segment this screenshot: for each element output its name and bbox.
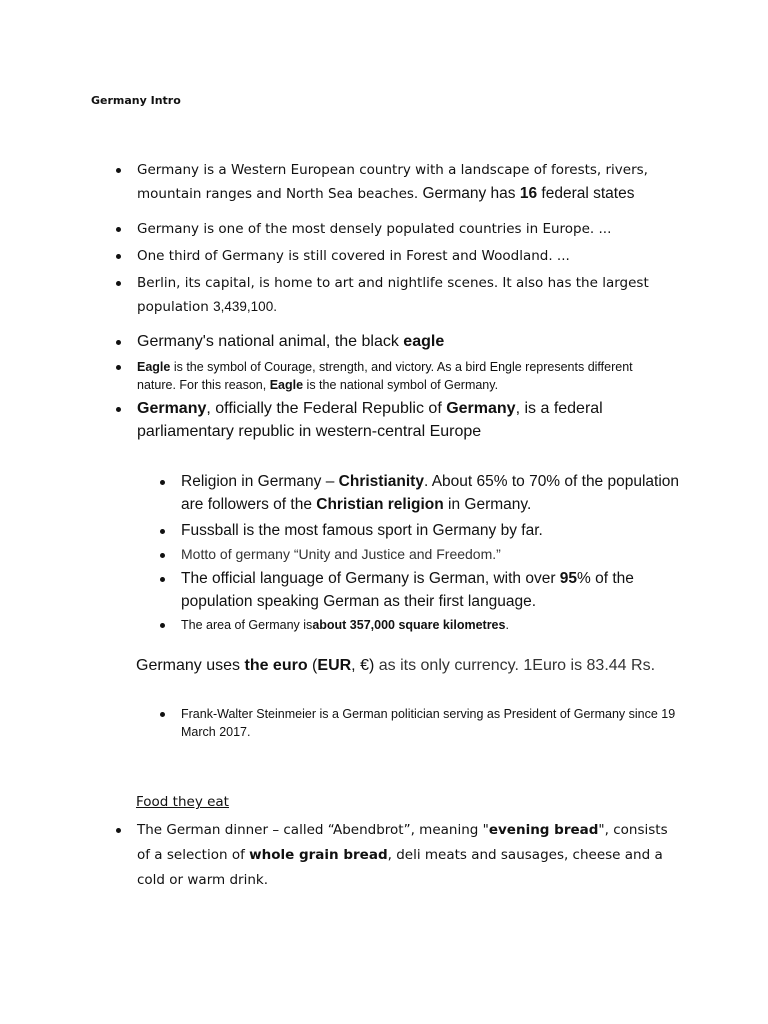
area-text-2: . [505,618,509,632]
food-bold-2: whole grain bread [249,847,388,863]
language-text-1: The official language of Germany is German, with over [181,570,560,587]
facts-list [158,470,688,635]
republic-bold-1: Germany [137,400,207,417]
language-text-2: % of the population speaking German as their first language. [181,570,634,610]
federal-states-count: 16 [519,185,538,202]
federal-states-prefix: Germany has [422,185,520,202]
food-bold-1: evening bread [488,822,599,838]
eagle-text-1: is the symbol of Courage, strength, and victory. As a bird Engle represents different nature. For this reason, [137,360,633,392]
currency-bold-1: the euro [244,657,308,674]
document-title: Germany Intro [91,94,181,107]
berlin-population: 3,439,100. [213,299,277,314]
motto-text: Motto of germany “Unity and Justice and Freedom.” [181,546,501,562]
list-item-president [158,705,688,741]
currency-text-1: Germany uses [136,657,245,674]
eagle-bold-1: Eagle [137,360,171,374]
religion-text-1: Religion in Germany – [181,473,339,490]
list-item-forest [114,245,674,268]
religion-text-2: . About 65% to 70% of the population are followers of the [181,473,680,513]
federal-states-suffix: federal states [537,185,635,202]
list-item-religion [158,470,688,516]
republic-text-1: , officially the Federal Republic of [206,400,447,417]
religion-bold-1: Christianity [338,473,424,490]
population-density-text: Germany is one of the most densely populated countries in Europe. ... [137,221,612,237]
eagle-text-2: is the national symbol of Germany. [303,378,499,392]
list-item-national-animal [114,330,674,354]
list-item-eagle-symbol [114,358,674,394]
intro-bullet-list [114,159,674,319]
list-item-sport [158,519,688,542]
currency-text-4: as its only currency. 1Euro is 83.44 Rs. [374,657,656,674]
eagle-bold-2: Eagle [269,378,304,392]
list-item-motto [158,543,688,566]
eagle-symbol-list [114,358,674,394]
forest-text: One third of Germany is still covered in Forest and Woodland. ... [137,248,570,264]
republic-text-2: , is a federal parliamentary republic in western-central Europe [137,400,603,440]
list-item-dinner [114,818,674,893]
food-list [114,818,674,893]
federal-states-text [423,185,635,202]
list-item-berlin [114,272,674,319]
national-animal-list [114,330,674,354]
list-item-federal-republic [114,397,674,443]
religion-bold-2: Christian religion [316,496,444,513]
national-animal-text: Germany's national animal, the black [137,333,404,350]
language-bold: 95 [559,570,578,587]
religion-text-3: in Germany. [443,496,532,513]
president-list [158,705,688,741]
currency-paragraph [136,654,676,677]
currency-bold-2: EUR [317,657,352,674]
sport-text: Fussball is the most famous sport in Germany by far. [181,522,543,539]
landscape-text: Germany is a Western European country with a landscape of forests, rivers, mountain ranges and North Sea beaches. [137,162,648,202]
area-bold: about 357,000 square kilometres [312,618,506,632]
berlin-text: Berlin, its capital, is home to art and nightlife scenes. It also has the largest population [137,275,649,315]
currency-text-2: ( [307,657,318,674]
list-item-area [158,615,688,635]
food-text-2: ", consists of a selection of [137,822,668,863]
area-text-1: The area of Germany is [181,618,313,632]
list-item-population-density [114,218,674,241]
federal-republic-list [114,397,674,443]
currency-text-3: , €) [351,657,375,674]
food-text-1: The German dinner – called “Abendbrot”, meaning " [137,822,489,838]
list-item-language [158,567,688,613]
president-text: Frank-Walter Steinmeier is a German politician serving as President of Germany since 19 March 2017. [181,707,676,739]
food-heading: Food they eat [136,794,229,810]
food-text-3: , deli meats and sausages, cheese and a cold or warm drink. [137,847,663,888]
list-item-landscape [114,159,674,206]
republic-bold-2: Germany [446,400,516,417]
national-animal-bold: eagle [403,333,445,350]
